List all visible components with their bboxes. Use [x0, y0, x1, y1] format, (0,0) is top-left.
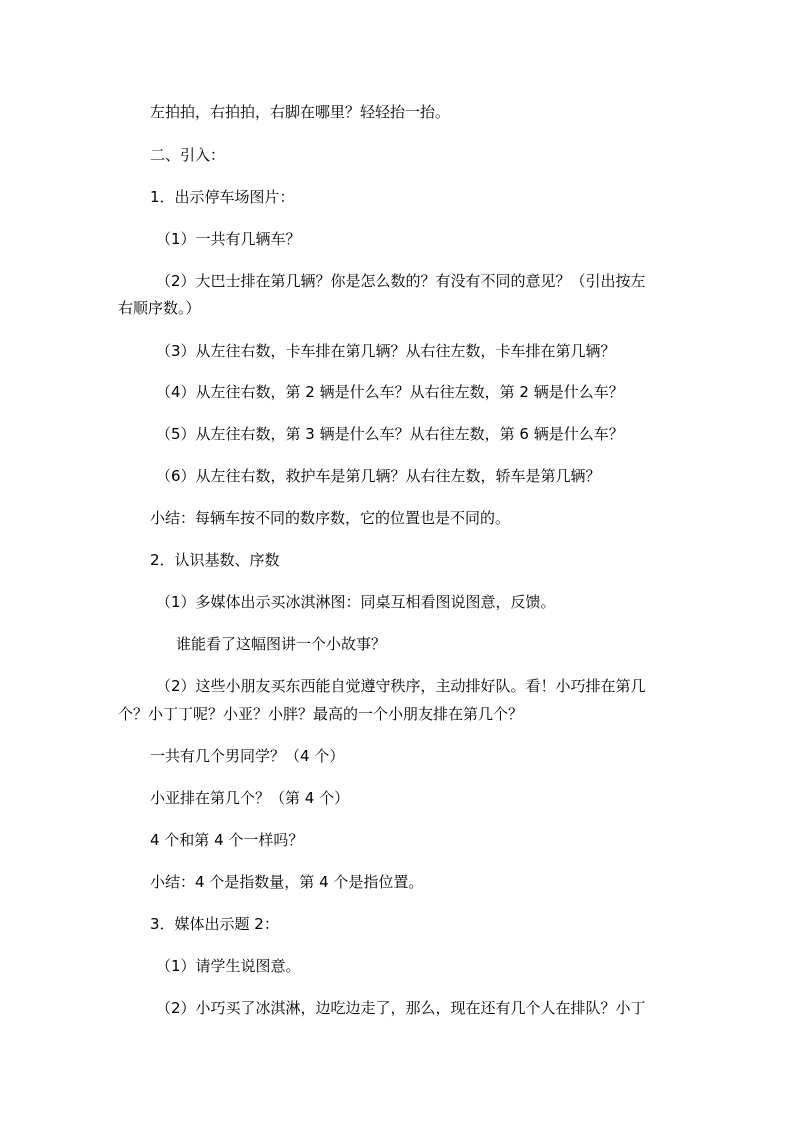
paragraph-clap-line: 左拍拍，右拍拍，右脚在哪里？轻轻抬一抬。 — [150, 103, 451, 121]
question-same: 4 个和第 4 个一样吗？ — [150, 831, 304, 849]
section-heading-intro: 二、引入： — [150, 146, 226, 164]
item-heading-cardinal-ordinal: 2．认识基数、序数 — [150, 551, 280, 569]
question-2-2: （2）这些小朋友买东西能自觉遵守秩序，主动排好队。看！小巧排在第几 — [156, 677, 646, 695]
question-1-4: （4）从左往右数，第 2 辆是什么车？从右往左数，第 2 辆是什么车？ — [156, 383, 624, 401]
question-2-1-story: 谁能看了这幅图讲一个小故事？ — [176, 635, 387, 653]
summary-2: 小结：4 个是指数量，第 4 个是指位置。 — [150, 873, 424, 891]
question-3-1: （1）请学生说图意。 — [156, 957, 301, 975]
question-boys-count: 一共有几个男同学？（4 个） — [150, 747, 345, 765]
question-1-2-continued: 右顺序数。） — [118, 299, 201, 317]
question-xiaoya-position: 小亚排在第几个？（第 4 个） — [150, 789, 350, 807]
summary-1: 小结：每辆车按不同的数序数，它的位置也是不同的。 — [150, 509, 511, 527]
question-2-2-continued: 个？小丁丁呢？小亚？小胖？最高的一个小朋友排在第几个？ — [118, 705, 524, 723]
question-1-6: （6）从左往右数，救护车是第几辆？从右往左数，轿车是第几辆？ — [156, 467, 601, 485]
question-3-2: （2）小巧买了冰淇淋，边吃边走了，那么，现在还有几个人在排队？小丁 — [156, 999, 646, 1017]
question-1-1: （1）一共有几辆车？ — [156, 230, 301, 248]
question-2-1: （1）多媒体出示买冰淇淋图：同桌互相看图说图意，反馈。 — [156, 593, 556, 611]
item-heading-media-2: 3．媒体出示题 2： — [150, 915, 279, 933]
question-1-2: （2）大巴士排在第几辆？你是怎么数的？有没有不同的意见？（引出按左 — [156, 272, 646, 290]
item-heading-parking: 1．出示停车场图片： — [150, 188, 295, 206]
question-1-3: （3）从左往右数，卡车排在第几辆？从右往左数，卡车排在第几辆？ — [156, 342, 616, 360]
question-1-5: （5）从左往右数，第 3 辆是什么车？从右往左数，第 6 辆是什么车？ — [156, 425, 624, 443]
